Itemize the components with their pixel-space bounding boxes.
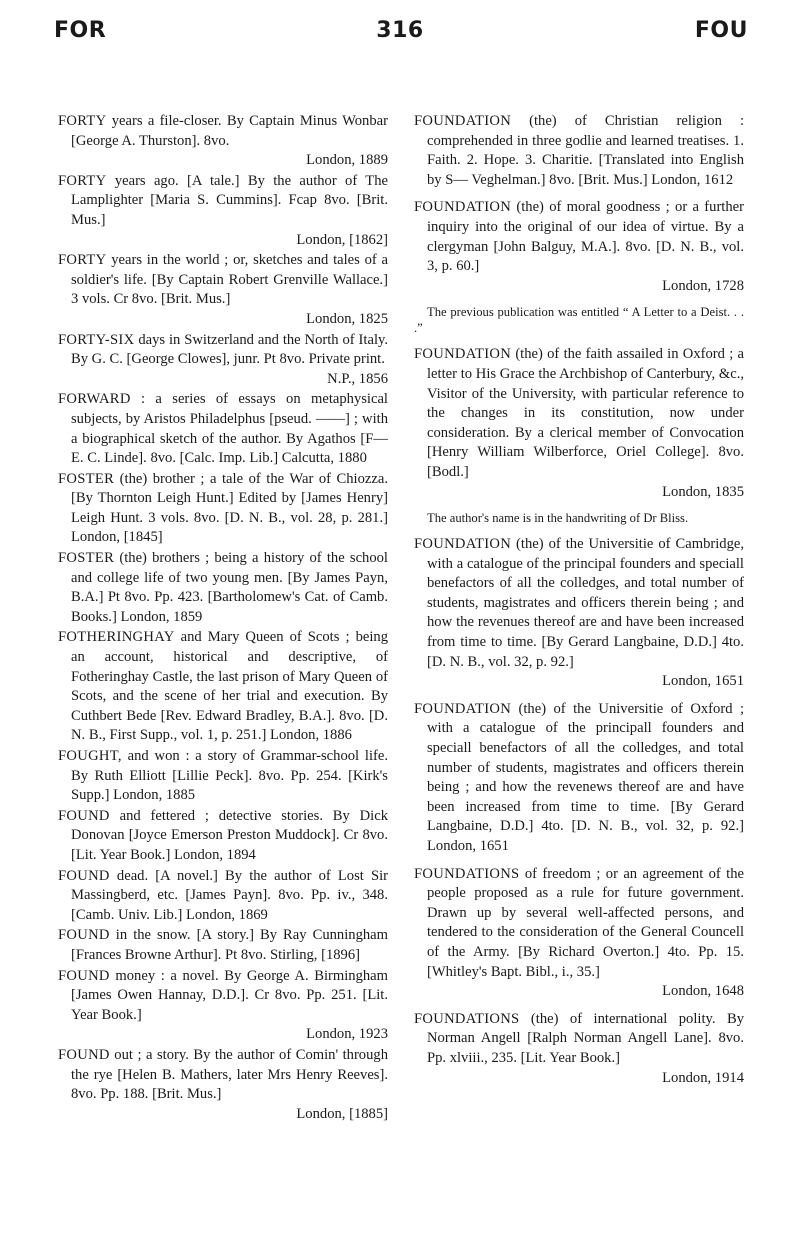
- entry-imprint: London, [1862]: [296, 231, 388, 248]
- entry-imprint: N.P., 1856: [327, 370, 388, 387]
- entry-imprint: London, 1923: [306, 1026, 388, 1043]
- entry-headword: FORTY: [58, 113, 107, 129]
- entry-description: : a series of essays on metaphysical subjects, by Aristos Philadelphus [pseud. ——] ; with a biographical sketch of the author. By Agathos [F— E. C. Linde]. 8vo. [Calc. Imp. Lib.] Calcutta, 1880: [71, 391, 388, 467]
- catalogue-entry: [58, 172, 388, 250]
- entry-headword: FOTHERINGHAY: [58, 629, 175, 646]
- entry-imprint: London, 1728: [662, 277, 744, 294]
- entry-description: (the) of the Universitie of Cambridge, with a catalogue of the principal founders and speciall benefactors of all the colledges, and total number of students, magistrates and officers therein being ; and how the revenues thereof are and have been increased from time to time. [By Gerard Langbaine, D.D.] 4to. [D. N. B., vol. 32, p. 92.]: [427, 536, 744, 670]
- catalogue-entry: [414, 112, 744, 190]
- catalogue-entry: [58, 549, 388, 627]
- entry-imprint: London, 1835: [662, 483, 744, 500]
- entry-imprint: London, 1648: [662, 983, 744, 1000]
- entry-headword: FOSTER: [58, 550, 115, 567]
- entry-imprint: London, 1914: [662, 1069, 744, 1086]
- entry-headword: FOUND: [58, 967, 110, 984]
- entry-note: The author's name is in the handwriting of Dr Bliss.: [427, 511, 689, 526]
- entry-headword: FOUNDATION: [414, 346, 512, 363]
- left-column: [58, 112, 388, 1125]
- header-right-guide-word: FOU: [694, 18, 748, 43]
- entry-description: and fettered ; detective stories. By Dick Donovan [Joyce Emerson Preston Muddock]. Cr 8vo. [Lit. Year Book.] London, 1894: [71, 807, 388, 863]
- catalogue-entry: [58, 331, 388, 390]
- entry-description: years in the world ; or, sketches and tales of a soldier's life. [By Captain Robert Grenville Wallace.] 3 vols. Cr 8vo. [Brit. Mus.]: [71, 252, 388, 308]
- running-header: [0, 18, 800, 58]
- entry-headword: FOUND: [58, 927, 110, 944]
- catalogue-entry: [58, 628, 388, 746]
- entry-imprint: London, [1885]: [296, 1105, 388, 1122]
- entry-headword: FOUNDATION: [414, 536, 512, 553]
- entry-headword: FOUNDATION: [414, 199, 512, 216]
- entry-note: The previous publication was entitled “ A Letter to a Deist. . . .”: [414, 305, 744, 336]
- header-left-guide-word: FOR: [54, 18, 107, 43]
- entry-description: money : a novel. By George A. Birmingham [James Owen Hannay, D.D.]. Cr 8vo. Pp. 251. [Lit. Year Book.]: [71, 967, 388, 1023]
- catalogue-entry: [58, 807, 388, 866]
- catalogue-entry: [414, 535, 744, 692]
- catalogue-entry: [58, 867, 388, 926]
- entry-imprint: London, 1889: [306, 152, 388, 169]
- catalogue-entry: [414, 865, 744, 1002]
- entry-description: out ; a story. By the author of Comin' through the rye [Helen B. Mathers, later Mrs Henry Reeves]. 8vo. Pp. 188. [Brit. Mus.]: [71, 1046, 388, 1103]
- entry-description: (the) of moral goodness ; or a further inquiry into the original of our idea of virtue. By a clergyman [John Balguy, M.A.]. 8vo. [D. N. B., vol. 3, p. 60.]: [427, 199, 744, 275]
- entry-headword: FOSTER: [58, 470, 115, 487]
- entry-imprint: London, 1651: [662, 673, 744, 690]
- entry-headword: FOUNDATION: [414, 113, 512, 129]
- entry-description: and won : a story of Grammar-school life. By Ruth Elliott [Lillie Peck]. 8vo. Pp. 254. [Kirk's Supp.] London, 1885: [71, 748, 388, 804]
- catalogue-entry: [414, 700, 744, 857]
- entry-description: dead. [A novel.] By the author of Lost Sir Massingberd, etc. [James Payn]. 8vo. Pp. iv., 348. [Camb. Univ. Lib.] London, 1869: [71, 867, 388, 923]
- entry-headword: FORTY: [58, 252, 107, 269]
- entry-headword: FOUND: [58, 1046, 110, 1063]
- entry-description: (the) of the faith assailed in Oxford ; a letter to His Grace the Archbishop of Canterbury, &c., Visitor of the University, with particular reference to the changes in its constitution, now under consideration. By a clerical member of Convocation [Henry William Wilberforce, Oriel College]. 8vo. [Bodl.]: [427, 346, 744, 480]
- entry-description: in the snow. [A story.] By Ray Cunningham [Frances Browne Arthur]. Pt 8vo. Stirling, [1896]: [71, 927, 388, 963]
- entry-description: years ago. [A tale.] By the author of The Lamplighter [Maria S. Cummins]. Fcap 8vo. [Brit. Mus.]: [71, 172, 388, 228]
- entry-headword: FOUNDATIONS: [414, 865, 520, 882]
- entry-headword: FORWARD: [58, 391, 131, 408]
- entry-headword: FOUND: [58, 867, 110, 884]
- entry-description: of freedom ; or an agreement of the people proposed as a rule for future government. Drawn up by several well-affected persons, and tendered to the consideration of the General Councell of the Army. [By Richard Overton.] 4to. Pp. 15. [Whitley's Bapt. Bibl., i., 35.]: [427, 865, 744, 980]
- catalogue-entry: [414, 1010, 744, 1088]
- entry-description: days in Switzerland and the North of Italy. By G. C. [George Clowes], junr. Pt 8vo. Private print.: [71, 331, 388, 368]
- catalogue-entry: [414, 345, 744, 502]
- catalogue-entry: [58, 926, 388, 965]
- entry-description: (the) of Christian religion : comprehended in three godlie and learned treatises. 1. Faith. 2. Hope. 3. Charitie. [Translated into English by S— Veghelman.] 8vo. [Brit. Mus.] London, 1612: [427, 113, 744, 188]
- catalogue-entry: [58, 112, 388, 171]
- catalogue-entry: [58, 470, 388, 548]
- catalogue-entry: [414, 198, 744, 296]
- entry-description: (the) brother ; a tale of the War of Chiozza. [By Thornton Leigh Hunt.] Edited by [James Henry] Leigh Hunt. 3 vols. 8vo. [D. N. B., vol. 28, p. 281.] London, [1845]: [71, 470, 388, 546]
- entry-description: (the) of the Universitie of Oxford ; with a catalogue of the principall founders and speciall benefactors of all the colledges, and total number of students, magistrates and officers therein being ; and how the revenews thereof are and have been increased from time to time. [By Gerard Langbaine, D.D.] 4to. [D. N. B., vol. 32, p. 92.] London, 1651: [427, 700, 744, 854]
- catalogue-entry: [58, 251, 388, 329]
- page-number: 316: [376, 18, 424, 43]
- entry-description: years a file-closer. By Captain Minus Wonbar [George A. Thurston]. 8vo.: [71, 113, 388, 149]
- entry-description: and Mary Queen of Scots ; being an account, historical and descriptive, of Fotheringhay Castle, the last prison of Mary Queen of Scots, and the scene of her trial and execution. By Cuthbert Bede [Rev. Edward Bradley, B.A.]. 8vo. [D. N. B., First Supp., vol. 1, p. 251.] London, 1886: [71, 629, 388, 744]
- entry-description: (the) brothers ; being a history of the school and college life of two young men. [By James Payn, B.A.] Pt 8vo. Pp. 423. [Bartholomew's Cat. of Camb. Books.] London, 1859: [71, 550, 388, 625]
- entry-headword: FOUNDATION: [414, 700, 512, 717]
- entry-headword: FORTY: [58, 172, 107, 189]
- right-column: [414, 112, 744, 1096]
- catalogue-entry: [58, 747, 388, 806]
- catalogue-entry: [58, 967, 388, 1045]
- entry-headword: FORTY-SIX: [58, 331, 135, 348]
- entry-description: (the) of international polity. By Norman Angell [Ralph Norman Angell Lane]. 8vo. Pp. xlviii., 235. [Lit. Year Book.]: [427, 1010, 744, 1066]
- entry-headword: FOUNDATIONS: [414, 1010, 520, 1027]
- entry-headword: FOUND: [58, 807, 110, 824]
- catalogue-entry: [58, 390, 388, 468]
- entry-headword: FOUGHT,: [58, 748, 122, 764]
- entry-imprint: London, 1825: [306, 310, 388, 327]
- catalogue-entry: [58, 1046, 388, 1124]
